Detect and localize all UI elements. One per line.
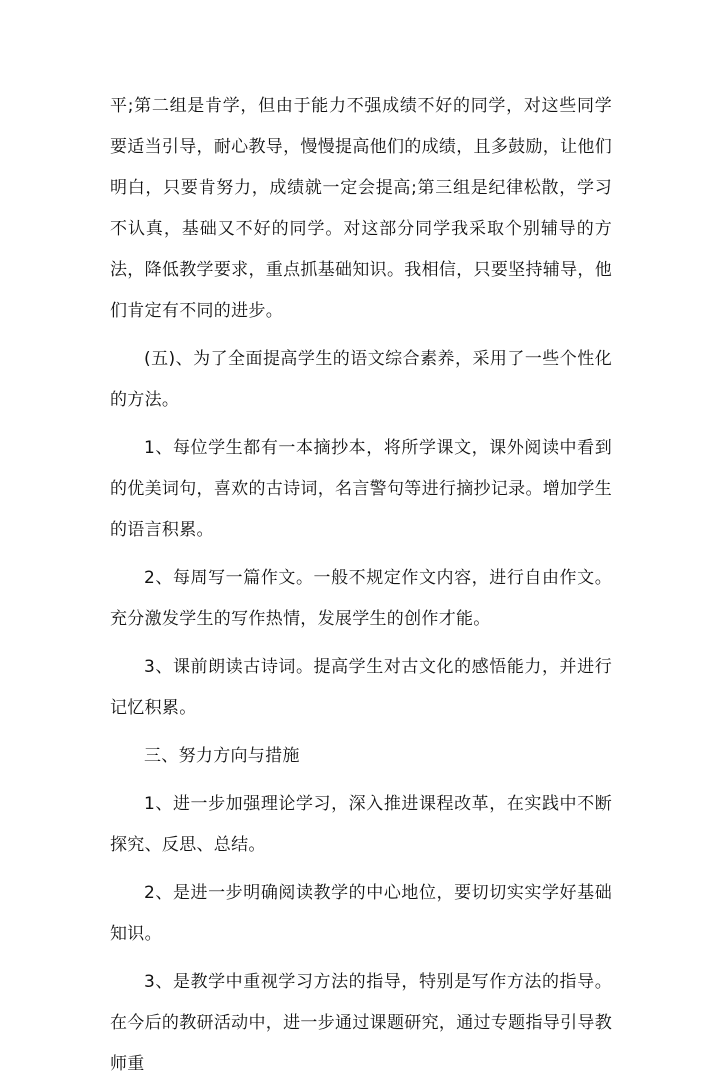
paragraph-continuation: 平;第二组是肯学，但由于能力不强成绩不好的同学，对这些同学要适当引导，耐心教导，慢慢提高他们的成绩，且多鼓励，让他们明白，只要肯努力，成绩就一定会提高;第三组是纪律松散，学习不认真，基础又不好的同学。对这部分同学我采取个别辅导的方法，降低教学要求，重点抓基础知识。我相信，只要坚持辅导，他们肯定有不同的进步。 — [110, 96, 612, 321]
paragraph-item-1: 1、每位学生都有一本摘抄本，将所学课文，课外阅读中看到的优美词句，喜欢的古诗词，名言警句等进行摘抄记录。增加学生的语言积累。 — [110, 438, 612, 540]
paragraph-item-2: 2、每周写一篇作文。一般不规定作文内容，进行自由作文。充分激发学生的写作热情，发展学生的创作才能。 — [110, 568, 612, 629]
paragraph-measure-2: 2、是进一步明确阅读教学的中心地位，要切切实实学好基础知识。 — [110, 883, 612, 944]
paragraph-measure-1: 1、进一步加强理论学习，深入推进课程改革，在实践中不断探究、反思、总结。 — [110, 794, 612, 855]
paragraph-section-five: (五)、为了全面提高学生的语文综合素养，采用了一些个性化的方法。 — [110, 349, 612, 410]
document-page — [110, 86, 612, 1092]
paragraph-measure-3: 3、是教学中重视学习方法的指导，特别是写作方法的指导。在今后的教研活动中，进一步通过课题研究，通过专题指导引导教师重 — [110, 972, 612, 1074]
section-heading-three: 三、努力方向与措施 — [144, 746, 300, 766]
paragraph-item-3: 3、课前朗读古诗词。提高学生对古文化的感悟能力，并进行记忆积累。 — [110, 657, 612, 718]
